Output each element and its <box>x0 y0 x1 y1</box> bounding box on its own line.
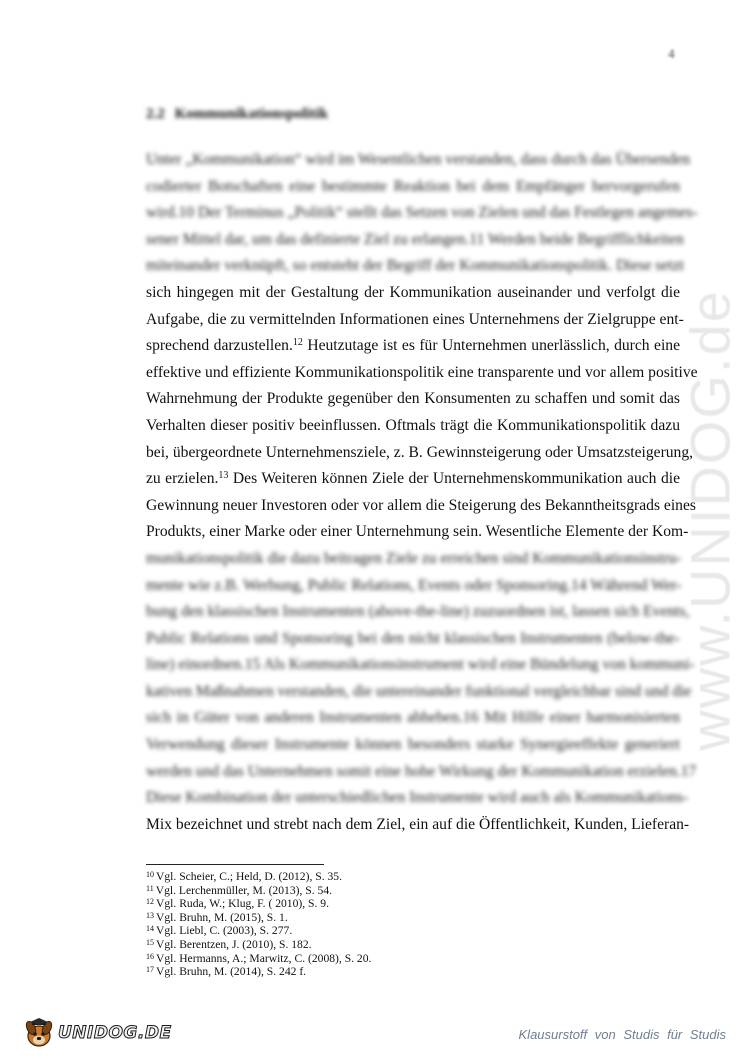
footnote-ref: 13 <box>218 470 229 482</box>
blurred-text-line: Diese Kombination der unterschiedlichen Instrumente wird auch als Kommunikations- <box>146 789 689 807</box>
text-line: Produkts, einer Marke oder einer Unternehmung sein. Wesentliche Elemente der Kom- <box>146 523 689 541</box>
footnote: $^{11}$ Vgl. Lerchenmüller, M. (2013), S. 54. <box>146 883 333 897</box>
section-title: Kommunikationspolitik <box>174 106 329 122</box>
footnote-ref: 12 <box>292 337 303 349</box>
blurred-text-line: Public Relations und Sponsoring bei den nicht klassischen Instrumenten (below-the- <box>146 629 680 647</box>
blurred-text-line: wird.10 Der Terminus „Politik“ stellt das Setzen von Zielen und das Festlegen angemes- <box>146 204 698 222</box>
footnote: $^{16}$ Vgl. Hermanns, A.; Marwitz, C. (2008), S. 20. <box>146 951 372 965</box>
dog-mascot-icon <box>22 1016 56 1050</box>
footnote: $^{10}$ Vgl. Scheier, C.; Held, D. (2012), S. 35. <box>146 870 342 883</box>
blurred-text-line: line) einordnen.15 Als Kommunikationsinstrument wird eine Bündelung von kommuni- <box>146 656 695 674</box>
text-line: effektive und effiziente Kommunikationspolitik eine transparente und vor allem positive <box>146 363 698 381</box>
text-line: sich hingegen mit der Gestaltung der Kommunikation auseinander und verfolgt die <box>146 283 680 301</box>
blurred-text-line: sich in Güter von anderen Instrumenten abheben.16 Mit Hilfe einer harmonisierten <box>146 709 680 727</box>
body-paragraph <box>146 147 698 838</box>
footnote-divider <box>146 864 324 865</box>
footnotes <box>146 870 566 979</box>
blurred-text-line: kativen Maßnahmen verstanden, die untereinander funktional vergleichbar sind und die <box>146 682 692 700</box>
text-line: sprechend darzustellen.$^{12}$ Heutzutage ist es für Unternehmen unerlässlich, durch eine <box>146 337 681 355</box>
blurred-text-line: miteinander verknüpft, so entsteht der Begriff der Kommunikationspolitik. Diese setzt <box>146 257 685 275</box>
blurred-text-line: mente wie z.B. Werbung, Public Relations, Events oder Sponsoring.14 Während Wer- <box>146 576 682 594</box>
logo-text: UNIDOG.DE <box>58 1023 172 1043</box>
blurred-text-line: sener Mittel dar, um das definierte Ziel zu erlangen.11 Werden beide Begrifflichkeiten <box>146 230 684 248</box>
footnote: $^{15}$ Vgl. Berentzen, J. (2010), S. 182. <box>146 937 312 951</box>
blurred-text-line: werden und das Unternehmen somit eine hohe Wirkung der Kommunikation erzielen.17 <box>146 762 697 780</box>
section-number: 2.2 <box>146 106 165 122</box>
footnote: $^{13}$ Vgl. Bruhn, M. (2015), S. 1. <box>146 910 288 924</box>
text-line: Verhalten dieser positiv beeinflussen. Oftmals trägt die Kommunikationspolitik dazu <box>146 416 680 434</box>
blurred-text-line: Unter „Kommunikation“ wird im Wesentlichen verstanden, dass durch das Übersenden <box>146 151 691 168</box>
footnote: $^{17}$ Vgl. Bruhn, M. (2014), S. 242 f. <box>146 965 307 979</box>
text-line: Aufgabe, die zu vermittelnden Informationen eines Unternehmens der Zielgruppe ent- <box>146 310 684 328</box>
footnote: $^{14}$ Vgl. Liebl, C. (2003), S. 277. <box>146 924 293 938</box>
tagline: Klausurstoff von Studis für Studis <box>518 1027 726 1042</box>
footnote: $^{12}$ Vgl. Ruda, W.; Klug, F. ( 2010), S. 9. <box>146 897 329 911</box>
text-line: Gewinnung neuer Investoren oder vor allem die Steigerung des Bekanntheitsgrads eines <box>146 496 696 514</box>
unidog-logo[interactable] <box>22 1013 172 1053</box>
text-line: Wahrnehmung der Produkte gegenüber den Konsumenten zu schaffen und somit das <box>146 390 680 408</box>
page-number: 4 <box>668 46 675 61</box>
text-line: bei, übergeordnete Unternehmensziele, z. B. Gewinnsteigerung oder Umsatzsteigerung, <box>146 443 694 461</box>
text-line: Mix bezeichnet und strebt nach dem Ziel, ein auf die Öffentlichkeit, Kunden, Lieferan- <box>146 815 690 833</box>
blurred-text-line: Verwendung dieser Instrumente können besonders starke Synergieeffekte generiert <box>146 736 680 754</box>
text-line: zu erzielen.$^{13}$ Des Weiteren können Ziele der Unternehmenskommunikation auch die <box>146 470 680 488</box>
blurred-text-line: bung den klassischen Instrumenten (above-the-line) zuzuordnen ist, lassen sich Events, <box>146 603 690 621</box>
watermark: www.UNIDOG.de <box>678 289 742 751</box>
blurred-text-line: munikationspolitik die dazu beitragen Ziele zu erreichen sind Kommunikationsinstru- <box>146 549 682 567</box>
section-heading <box>146 106 328 123</box>
blurred-text-line: codierter Botschaften eine bestimmte Reaktion bei dem Empfänger hervorgerufen <box>146 177 680 195</box>
